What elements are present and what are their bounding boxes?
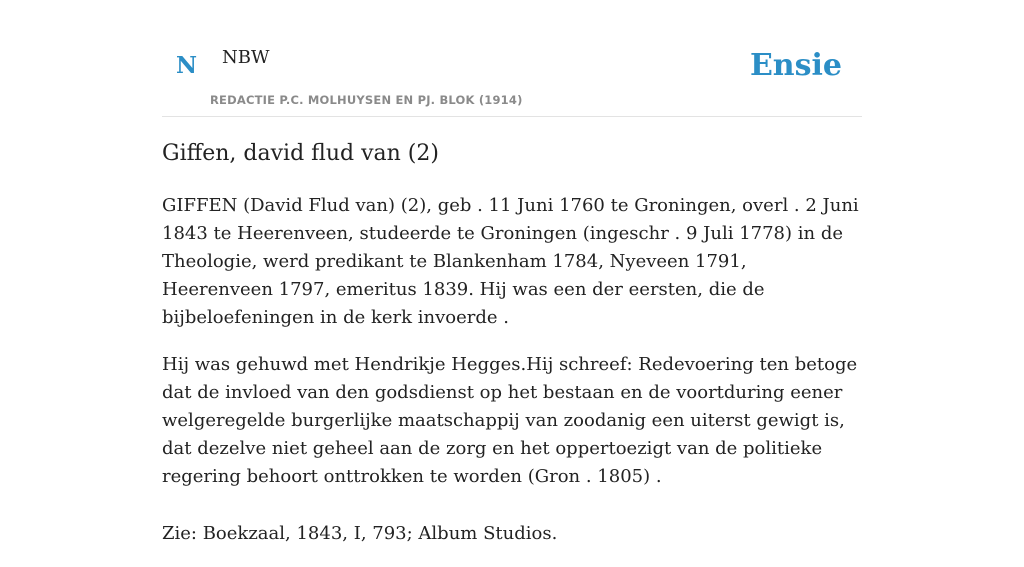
article-paragraph-works: Hij was gehuwd met Hendrikje Hegges.Hij schreef: Redevoering ten betoge dat de invloed van den godsdienst op het bestaan en de voortduring eener welgeregelde burgerlijke maatschappij van zoodanig een uiterst gewigt is, dat dezelve niet geheel aan de zorg en het oppertoezigt van de politieke regering behoort onttrokken te worden (Gron . 1805) . — [162, 354, 858, 487]
source-letter-badge: N — [176, 52, 198, 79]
article-paragraph-biography: GIFFEN (David Flud van) (2), geb . 11 Juni 1760 te Groningen, overl . 2 Juni 1843 te Heerenveen, studeerde te Groningen (ingeschr . 9 Juli 1778) in de Theologie, werd predikant te Blankenham 1784, Nyeveen 1791, Heerenveen 1797, emeritus 1839. Hij was een der eersten, die de bijbeloefeningen in de kerk invoerde . — [162, 195, 859, 328]
article-paragraph-references: Zie: Boekzaal, 1843, I, 793; Album Studios. — [162, 523, 558, 544]
source-header — [162, 0, 862, 117]
source-name-link[interactable]: NBW — [222, 47, 270, 68]
article-title: Giffen, david flud van (2) — [162, 141, 439, 166]
article-body — [162, 192, 862, 567]
ensie-logo[interactable]: Ensie — [749, 48, 842, 83]
source-editors: REDACTIE P.C. MOLHUYSEN EN PJ. BLOK (1914) — [210, 93, 523, 107]
